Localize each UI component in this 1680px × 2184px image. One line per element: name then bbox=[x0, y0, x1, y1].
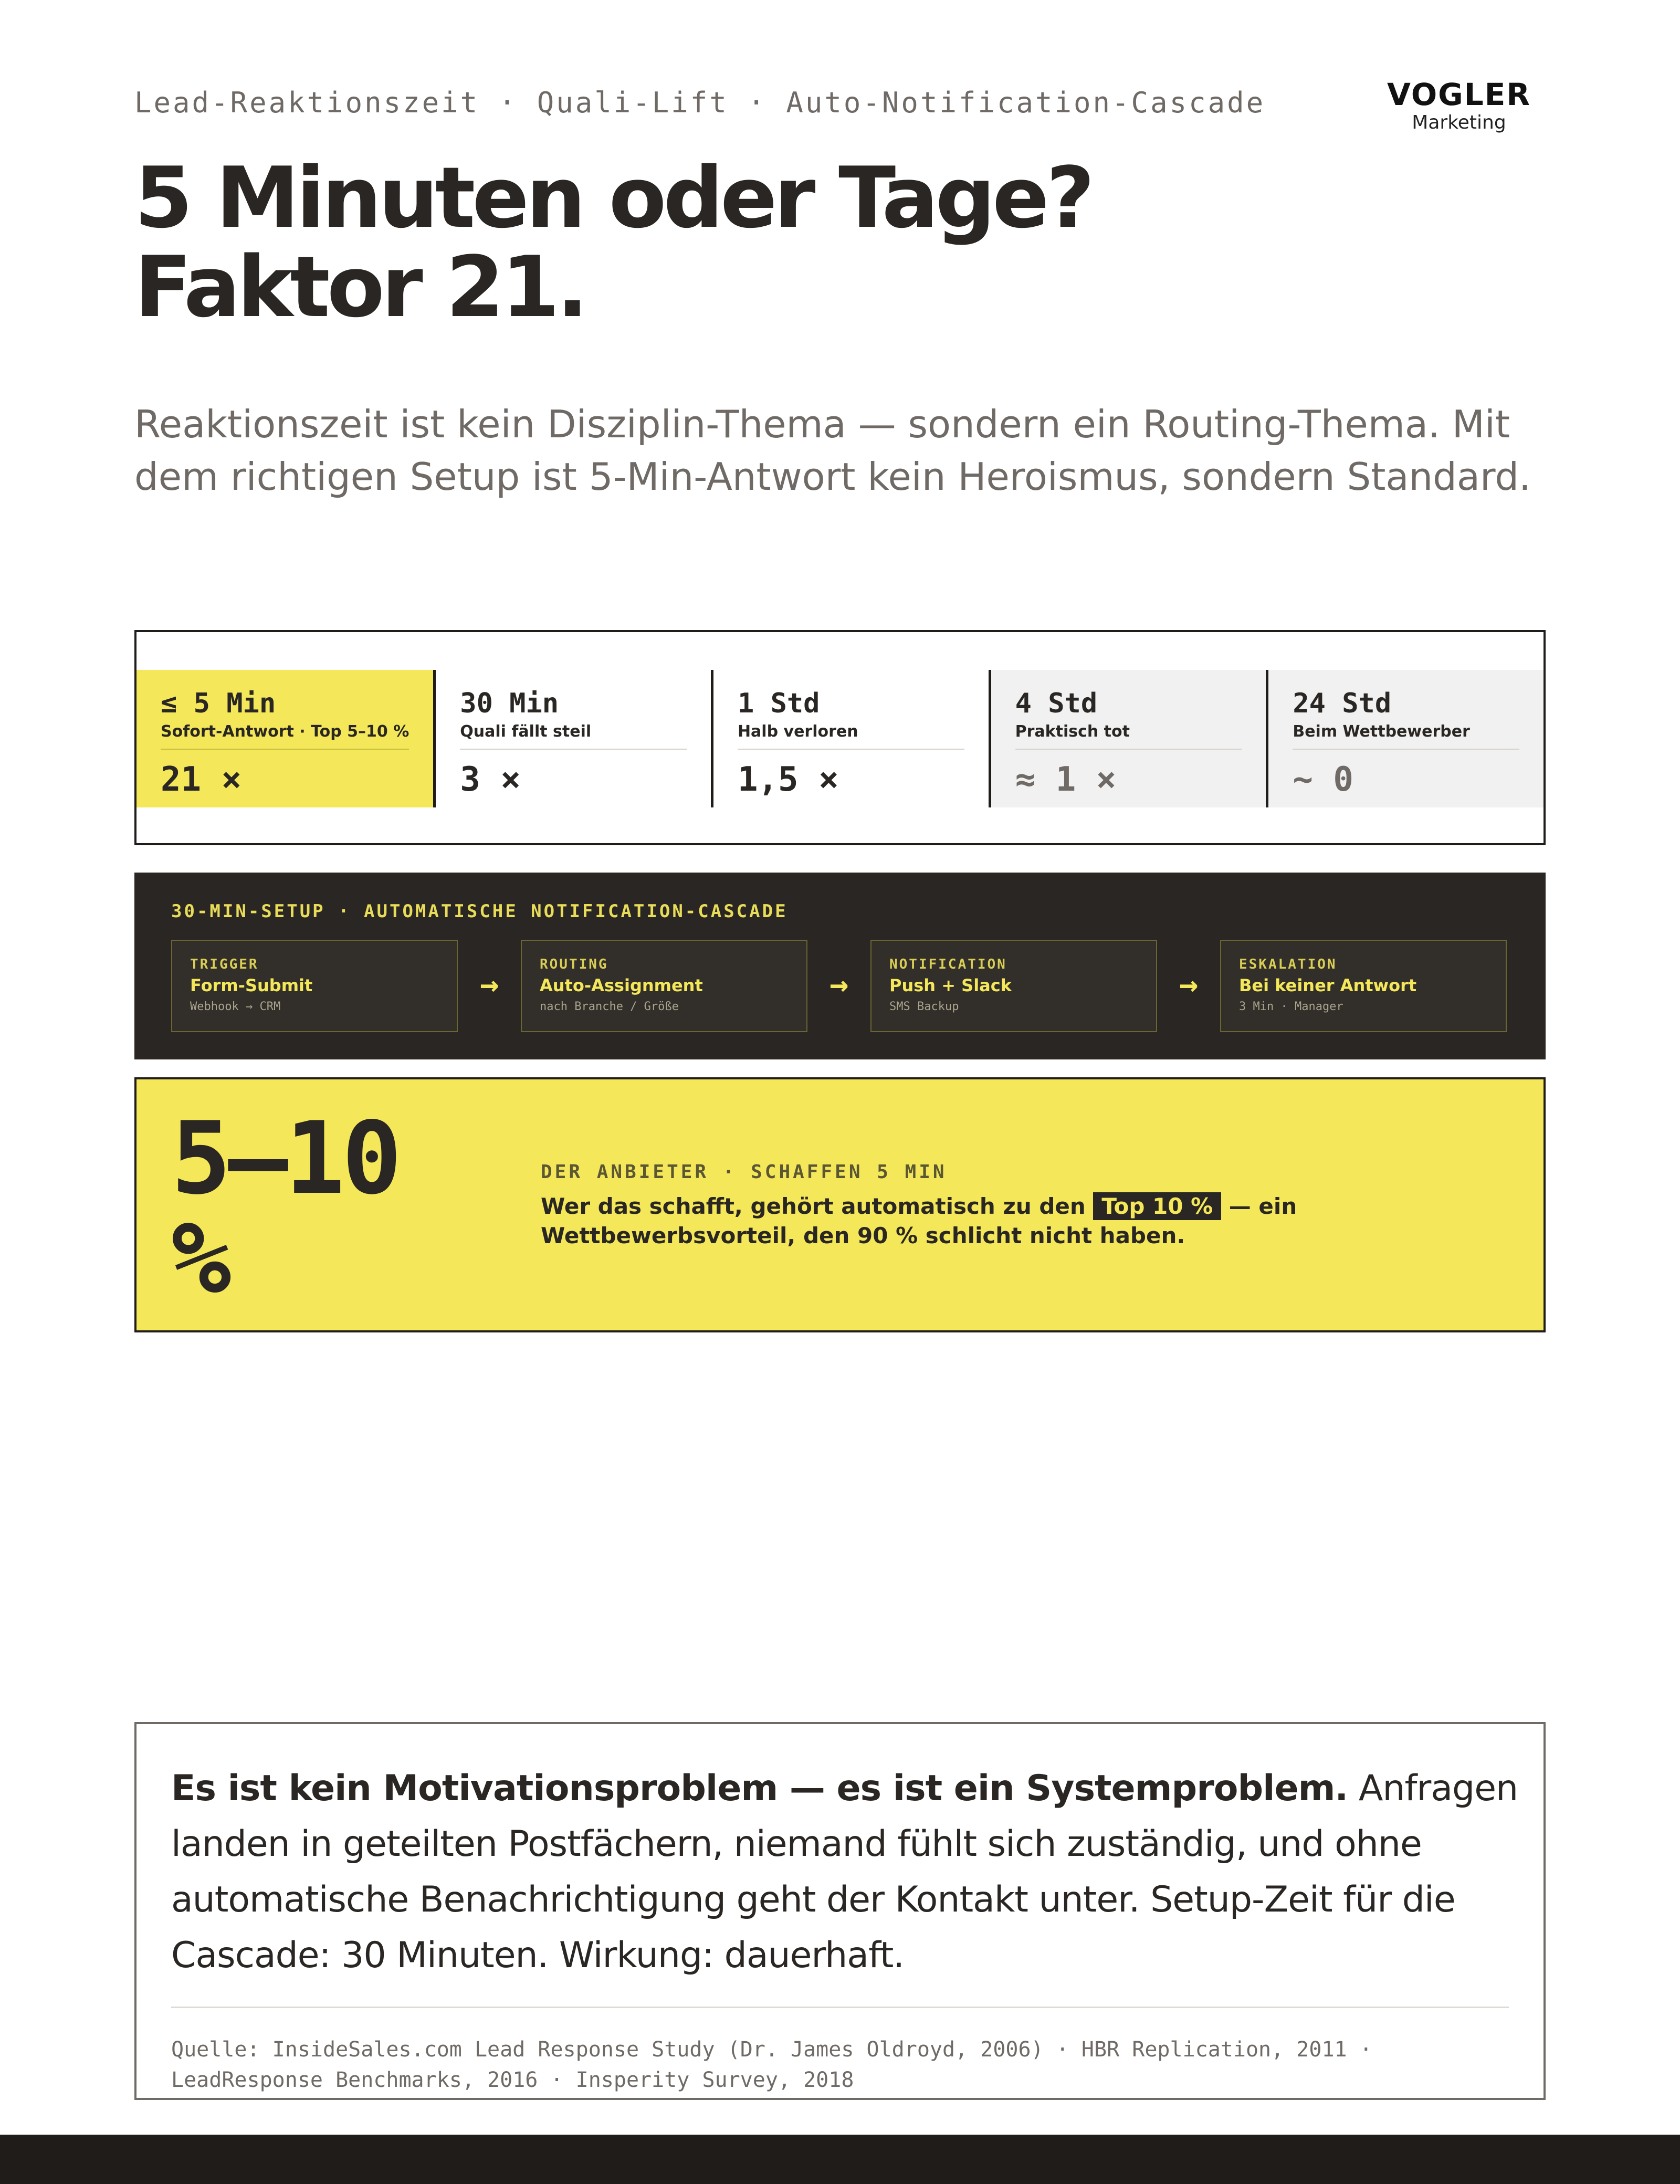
notification-cascade bbox=[134, 873, 1546, 1059]
step-detail: SMS Backup bbox=[889, 1000, 959, 1013]
cascade-step-escalation bbox=[1220, 940, 1507, 1032]
time-cell-24std bbox=[1266, 670, 1544, 807]
source-line-2: LeadResponse Benchmarks, 2016 · Insperity Survey, 2018 bbox=[171, 2068, 854, 2092]
brand-logo bbox=[1372, 78, 1546, 134]
time-factor: ≈ 1 × bbox=[1015, 760, 1117, 799]
band-text bbox=[541, 1192, 1517, 1251]
time-description: Quali fällt steil bbox=[460, 720, 687, 750]
band-text-pre: Wer das schafft, gehört automatisch zu den bbox=[541, 1193, 1094, 1219]
brand-name: VOGLER bbox=[1387, 77, 1531, 112]
step-kind: ROUTING bbox=[540, 957, 608, 972]
time-factor: 21 × bbox=[161, 760, 242, 799]
step-title: Auto-Assignment bbox=[540, 975, 703, 995]
step-detail: Webhook → CRM bbox=[190, 1000, 281, 1013]
arrow-right-icon: → bbox=[479, 966, 499, 1003]
band-text-post: — ein Wettbewerbsvorteil, den 90 % schlicht nicht haben. bbox=[541, 1193, 1297, 1248]
time-factor: ~ 0 bbox=[1293, 760, 1353, 799]
kicker: Lead-Reaktionszeit · Quali-Lift · Auto-Notification-Cascade bbox=[134, 86, 1266, 119]
step-kind: NOTIFICATION bbox=[889, 957, 1007, 972]
time-cell-1std bbox=[711, 670, 989, 807]
step-title: Push + Slack bbox=[889, 975, 1012, 995]
time-description: Sofort-Antwort · Top 5–10 % bbox=[161, 720, 409, 750]
time-description: Praktisch tot bbox=[1015, 720, 1242, 750]
conclusion-line-4: Cascade: 30 Minuten. Wirkung: dauerhaft. bbox=[171, 1935, 904, 1976]
time-cell-4std bbox=[989, 670, 1266, 807]
cascade-step-notification bbox=[870, 940, 1157, 1032]
highlight-band bbox=[134, 1077, 1546, 1332]
time-cell-5min bbox=[136, 670, 433, 807]
conclusion-line-3: automatische Benachrichtigung geht der Kontakt unter. Setup-Zeit für die bbox=[171, 1879, 1455, 1920]
time-label: ≤ 5 Min bbox=[161, 688, 276, 719]
time-cell-30min bbox=[433, 670, 711, 807]
conclusion-text bbox=[171, 1761, 1518, 1983]
time-label: 24 Std bbox=[1293, 688, 1392, 719]
response-time-table bbox=[134, 630, 1546, 845]
conclusion-bold: Es ist kein Motivationsproblem — es ist ein Systemproblem. bbox=[171, 1768, 1348, 1809]
title-line-2: Faktor 21. bbox=[134, 238, 585, 336]
time-description: Halb verloren bbox=[738, 720, 964, 750]
cascade-step-routing bbox=[521, 940, 807, 1032]
title-line-1: 5 Minuten oder Tage? bbox=[134, 149, 1092, 247]
big-stat bbox=[171, 1100, 399, 1316]
time-factor: 1,5 × bbox=[737, 760, 839, 799]
step-kind: ESKALATION bbox=[1239, 957, 1337, 972]
step-title: Form-Submit bbox=[190, 975, 313, 995]
conclusion-line-1-rest: Anfragen bbox=[1348, 1768, 1518, 1809]
divider bbox=[171, 2007, 1509, 2008]
cascade-label: 30-MIN-SETUP · AUTOMATISCHE NOTIFICATION-CASCADE bbox=[171, 901, 788, 922]
lede-line-2: dem richtigen Setup ist 5-Min-Antwort kein Heroismus, sondern Standard. bbox=[134, 455, 1531, 499]
step-kind: TRIGGER bbox=[190, 957, 259, 972]
source-note bbox=[171, 2034, 1509, 2095]
cascade-step-trigger bbox=[171, 940, 458, 1032]
conclusion-line-1 bbox=[171, 1761, 1518, 1816]
arrow-right-icon: → bbox=[829, 966, 849, 1003]
lede bbox=[134, 398, 1552, 503]
big-stat-line-1: 5–10 bbox=[171, 1100, 399, 1216]
step-detail: nach Branche / Größe bbox=[540, 1000, 679, 1013]
footer-bar bbox=[0, 2135, 1680, 2184]
time-label: 1 Std bbox=[737, 688, 820, 719]
time-label: 30 Min bbox=[460, 688, 559, 719]
page-title bbox=[134, 149, 1092, 336]
source-line-1: Quelle: InsideSales.com Lead Response Study (Dr. James Oldroyd, 2006) · HBR Replication, 2011 · bbox=[171, 2038, 1372, 2062]
conclusion-line-2: landen in geteilten Postfächern, niemand fühlt sich zuständig, und ohne bbox=[171, 1823, 1422, 1865]
step-title: Bei keiner Antwort bbox=[1239, 975, 1417, 995]
step-detail: 3 Min · Manager bbox=[1239, 1000, 1343, 1013]
band-caption: DER ANBIETER · SCHAFFEN 5 MIN bbox=[541, 1161, 947, 1183]
time-label: 4 Std bbox=[1015, 688, 1098, 719]
time-factor: 3 × bbox=[460, 760, 521, 799]
top-10-badge: Top 10 % bbox=[1093, 1192, 1221, 1220]
lede-line-1: Reaktionszeit ist kein Disziplin-Thema — sondern ein Routing-Thema. Mit bbox=[134, 402, 1510, 446]
arrow-right-icon: → bbox=[1179, 966, 1199, 1003]
big-stat-line-2: % bbox=[171, 1200, 228, 1316]
brand-subtitle: Marketing bbox=[1412, 112, 1506, 133]
response-time-row bbox=[136, 670, 1544, 807]
conclusion-box bbox=[134, 1722, 1546, 2100]
time-description: Beim Wettbewerber bbox=[1293, 720, 1519, 750]
